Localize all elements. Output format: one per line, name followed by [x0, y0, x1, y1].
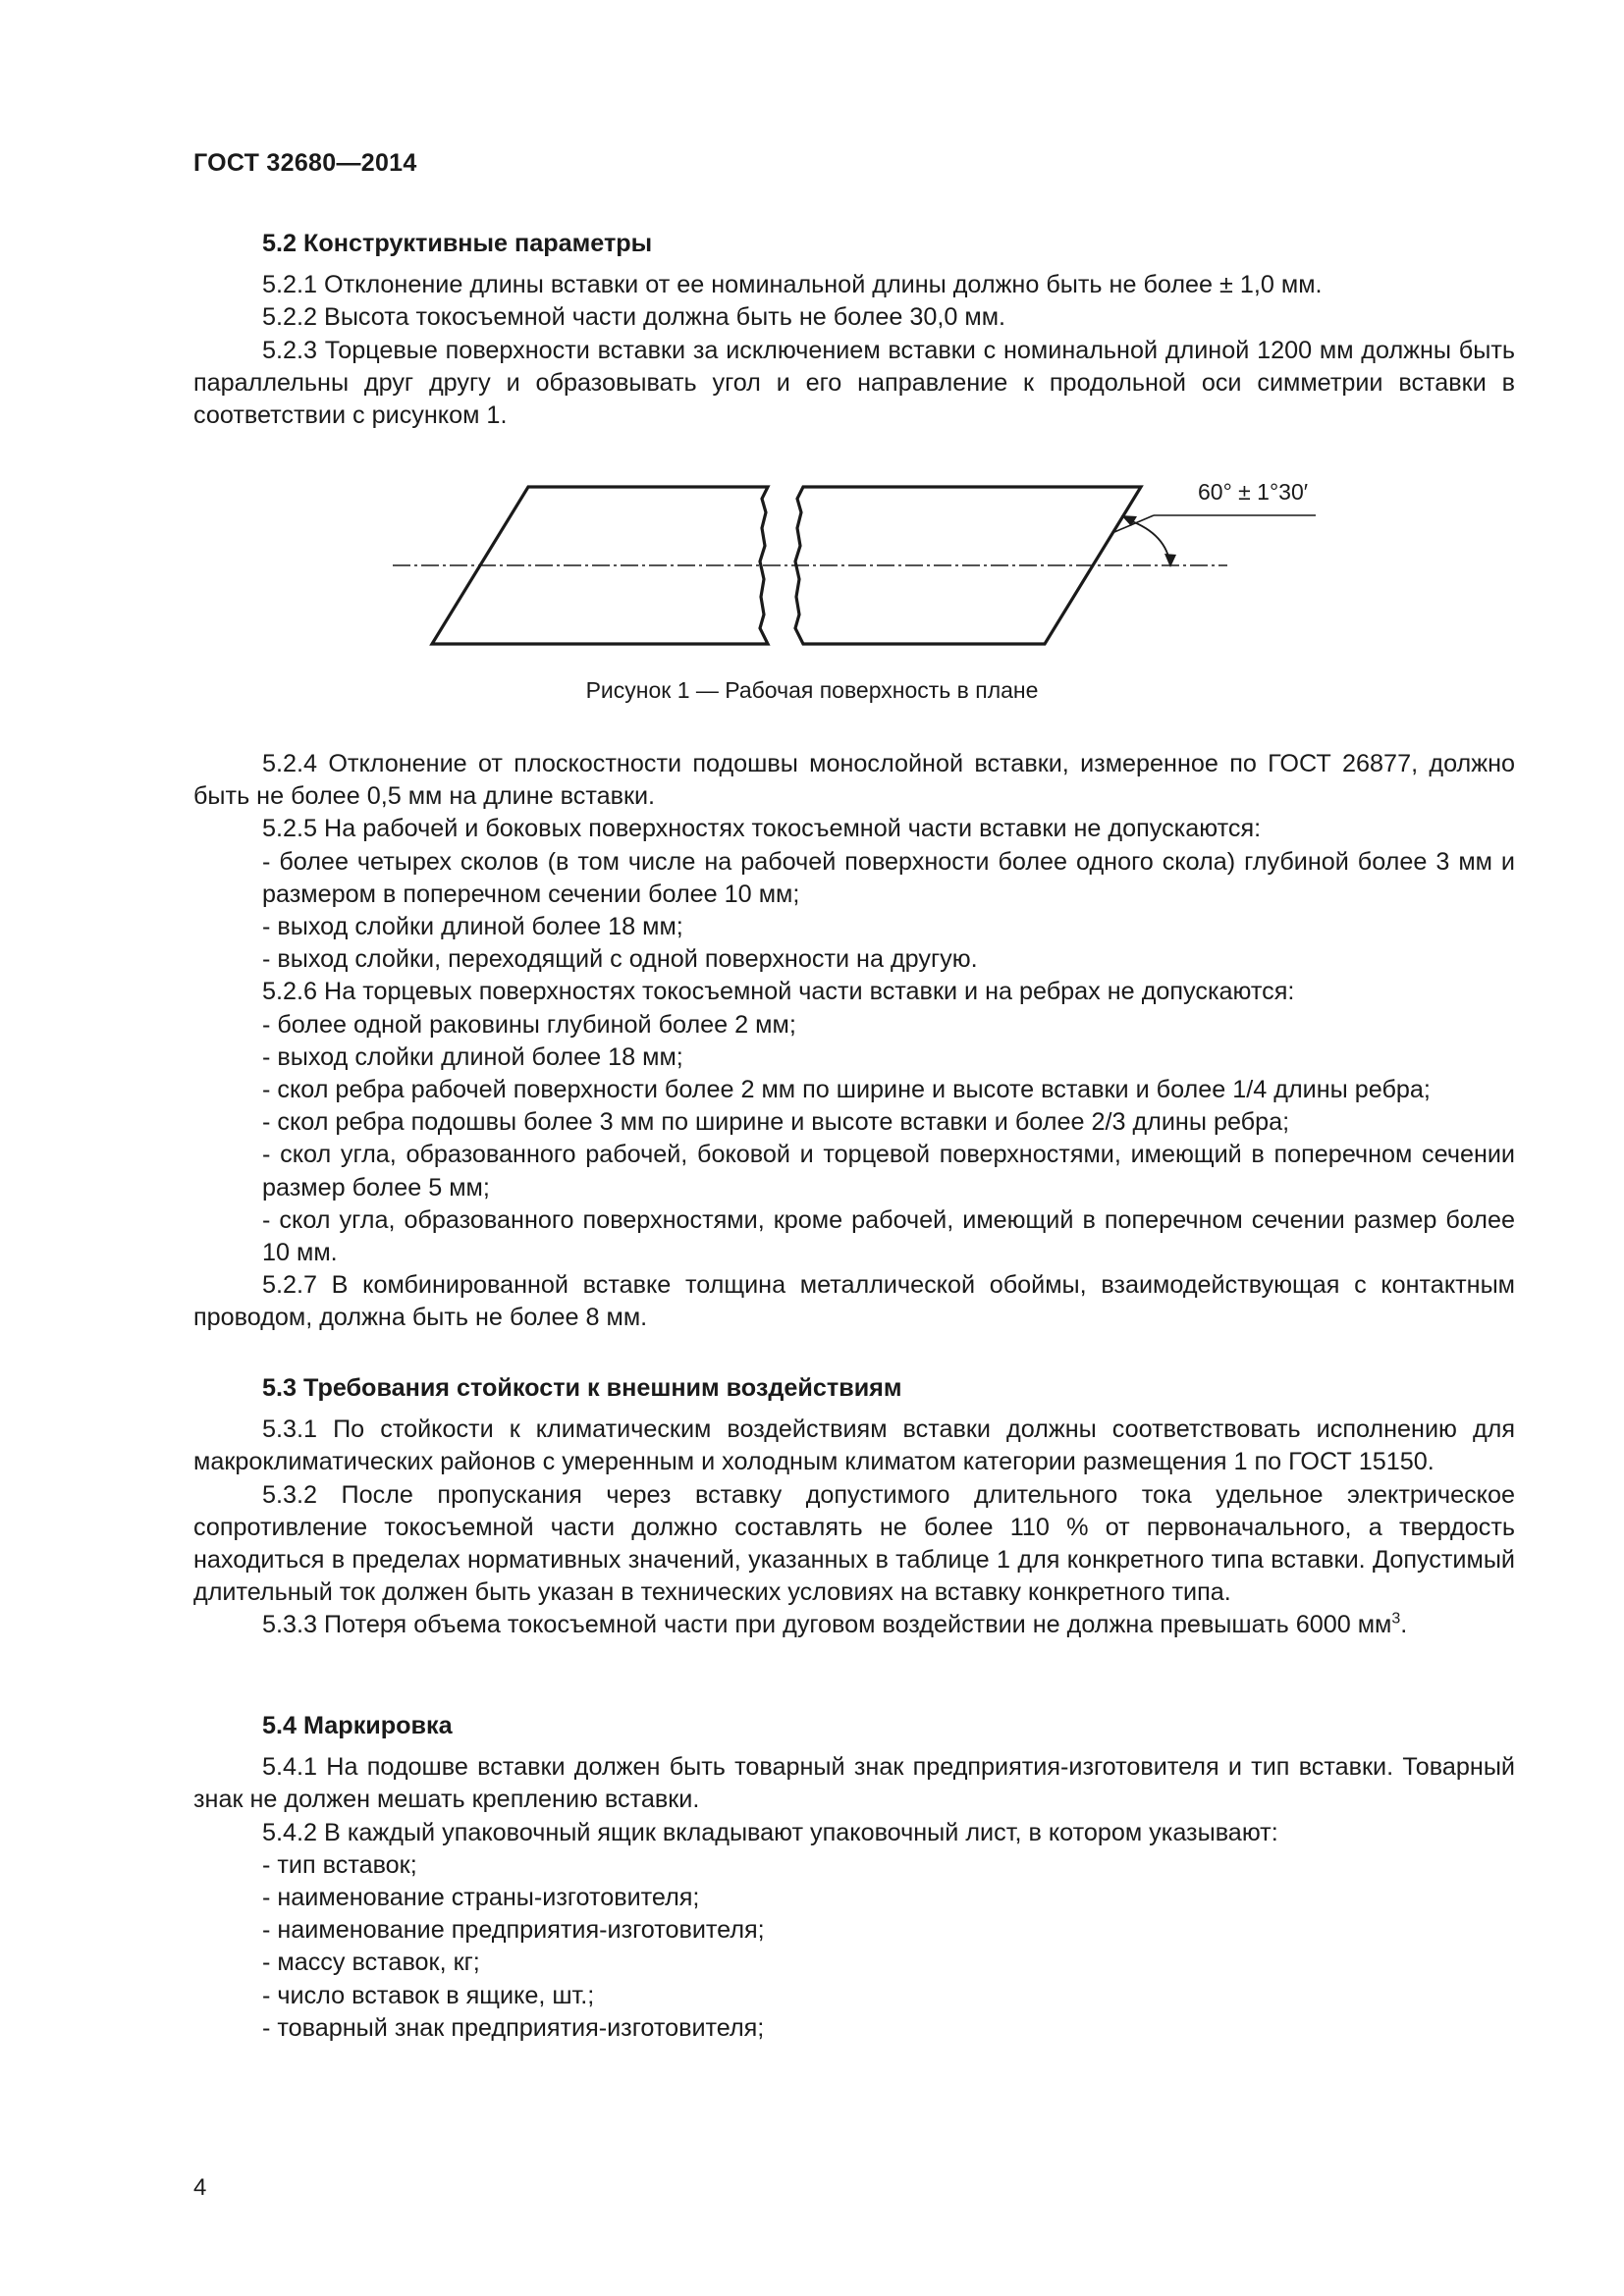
list-item: - выход слойки длиной более 18 мм;: [262, 1042, 683, 1071]
document-header: ГОСТ 32680—2014: [193, 149, 417, 177]
section-title: 5.3 Требования стойкости к внешним воздействиям: [262, 1374, 902, 1402]
paragraph: 5.3.3 Потеря объема токосъемной части при дуговом воздействии не должна превышать 6000 $мм^3$.: [262, 1611, 1408, 1639]
paragraph: 5.2.2 Высота токосъемной части должна быть не более 30,0 мм.: [262, 303, 1006, 332]
paragraph: 5.2.7 В комбинированной вставке толщина металлической обоймы, взаимодействующая с контактным проводом, должна быть не более 8 мм.: [193, 1271, 1515, 1332]
section-title: 5.2 Конструктивные параметры: [262, 230, 653, 257]
list-item: - выход слойки длиной более 18 мм;: [262, 913, 683, 941]
list-item: - массу вставок, кг;: [262, 1949, 480, 1977]
arrowhead-icon: [1121, 515, 1137, 526]
list-item: - тип вставок;: [262, 1850, 417, 1879]
section-title: 5.4 Маркировка: [262, 1712, 453, 1739]
paragraph: 5.2.6 На торцевых поверхностях токосъемной части вставки и на ребрах не допускаются:: [262, 978, 1295, 1006]
paragraph: 5.3.1 По стойкости к климатическим воздействиям вставки должны соответствовать исполнению для макроклиматических районов с умеренным и холодным климатом категории размещения 1 по ГОСТ 15150.: [193, 1415, 1515, 1476]
list-item: - наименование страны-изготовителя;: [262, 1884, 700, 1912]
list-item: - скол угла, образованного поверхностями, кроме рабочей, имеющий в поперечном сечении размер более 10 мм.: [262, 1205, 1515, 1267]
section-5-2: [193, 228, 1515, 432]
page-number: 4: [193, 2174, 207, 2201]
list-item: - более одной раковины глубиной более 2 мм;: [262, 1010, 796, 1039]
figure-caption: Рисунок 1 — Рабочая поверхность в плане: [585, 677, 1039, 703]
list-item: - число вставок в ящике, шт.;: [262, 1981, 595, 2009]
paragraph: 5.4.1 На подошве вставки должен быть товарный знак предприятия-изготовителя и тип вставки. Товарный знак не должен мешать креплению вставки.: [193, 1753, 1515, 1814]
angle-label: 60° ± 1°30′: [1198, 479, 1309, 505]
paragraph: 5.2.1 Отклонение длины вставки от ее номинальной длины должно быть не более ± 1,0 мм.: [262, 271, 1323, 299]
paragraph: 5.2.5 На рабочей и боковых поверхностях токосъемной части вставки не допускаются:: [262, 815, 1262, 843]
section-5-3: [193, 1372, 1515, 1642]
list-item: - скол ребра подошвы более 3 мм по ширине и высоте вставки и более 2/3 длины ребра;: [262, 1108, 1290, 1137]
list-item: - скол угла, образованного рабочей, боковой и торцевой поверхностями, имеющий в поперечном сечении размер более 5 мм;: [262, 1141, 1515, 1201]
list-item: - товарный знак предприятия-изготовителя;: [262, 2013, 765, 2042]
paragraph: 5.4.2 В каждый упаковочный ящик вкладывают упаковочный лист, в котором указывают:: [262, 1818, 1278, 1846]
list-item: - скол ребра рабочей поверхности более 2 мм по ширине и высоте вставки и более 1/4 длины ребра;: [262, 1076, 1431, 1104]
figure-working-surface: [373, 471, 1316, 667]
angle-arc: [1129, 520, 1170, 565]
list-item: - выход слойки, переходящий с одной поверхности на другую.: [262, 945, 978, 974]
list-item: - наименование предприятия-изготовителя;: [262, 1916, 765, 1945]
paragraph: 5.3.2 После пропускания через вставку допустимого длительного тока удельное электрическое сопротивление токосъемной части должно составлять не более 110 % от первоначального, а твердость находиться в пределах нормативных значений, указанных в таблице 1 для конкретного типа вставки. Допустимый длительный ток должен быть указан в технических условиях на вставку конкретного типа.: [193, 1480, 1515, 1607]
section-5-2-continued: [193, 748, 1515, 1335]
section-5-4: [193, 1710, 1515, 2045]
list-item: - более четырех сколов (в том числе на рабочей поверхности более одного скола) глубиной более 3 мм и размером в поперечном сечении более 10 мм;: [262, 847, 1515, 908]
paragraph: 5.2.3 Торцевые поверхности вставки за исключением вставки с номинальной длиной 1200 мм должны быть параллельны друг другу и образовывать угол и его направление к продольной оси симметрии вставки в соответствии с рисунком 1.: [193, 336, 1515, 430]
paragraph: 5.2.4 Отклонение от плоскостности подошвы монослойной вставки, измеренное по ГОСТ 26877, должно быть не более 0,5 мм на длине вставки.: [193, 750, 1515, 811]
